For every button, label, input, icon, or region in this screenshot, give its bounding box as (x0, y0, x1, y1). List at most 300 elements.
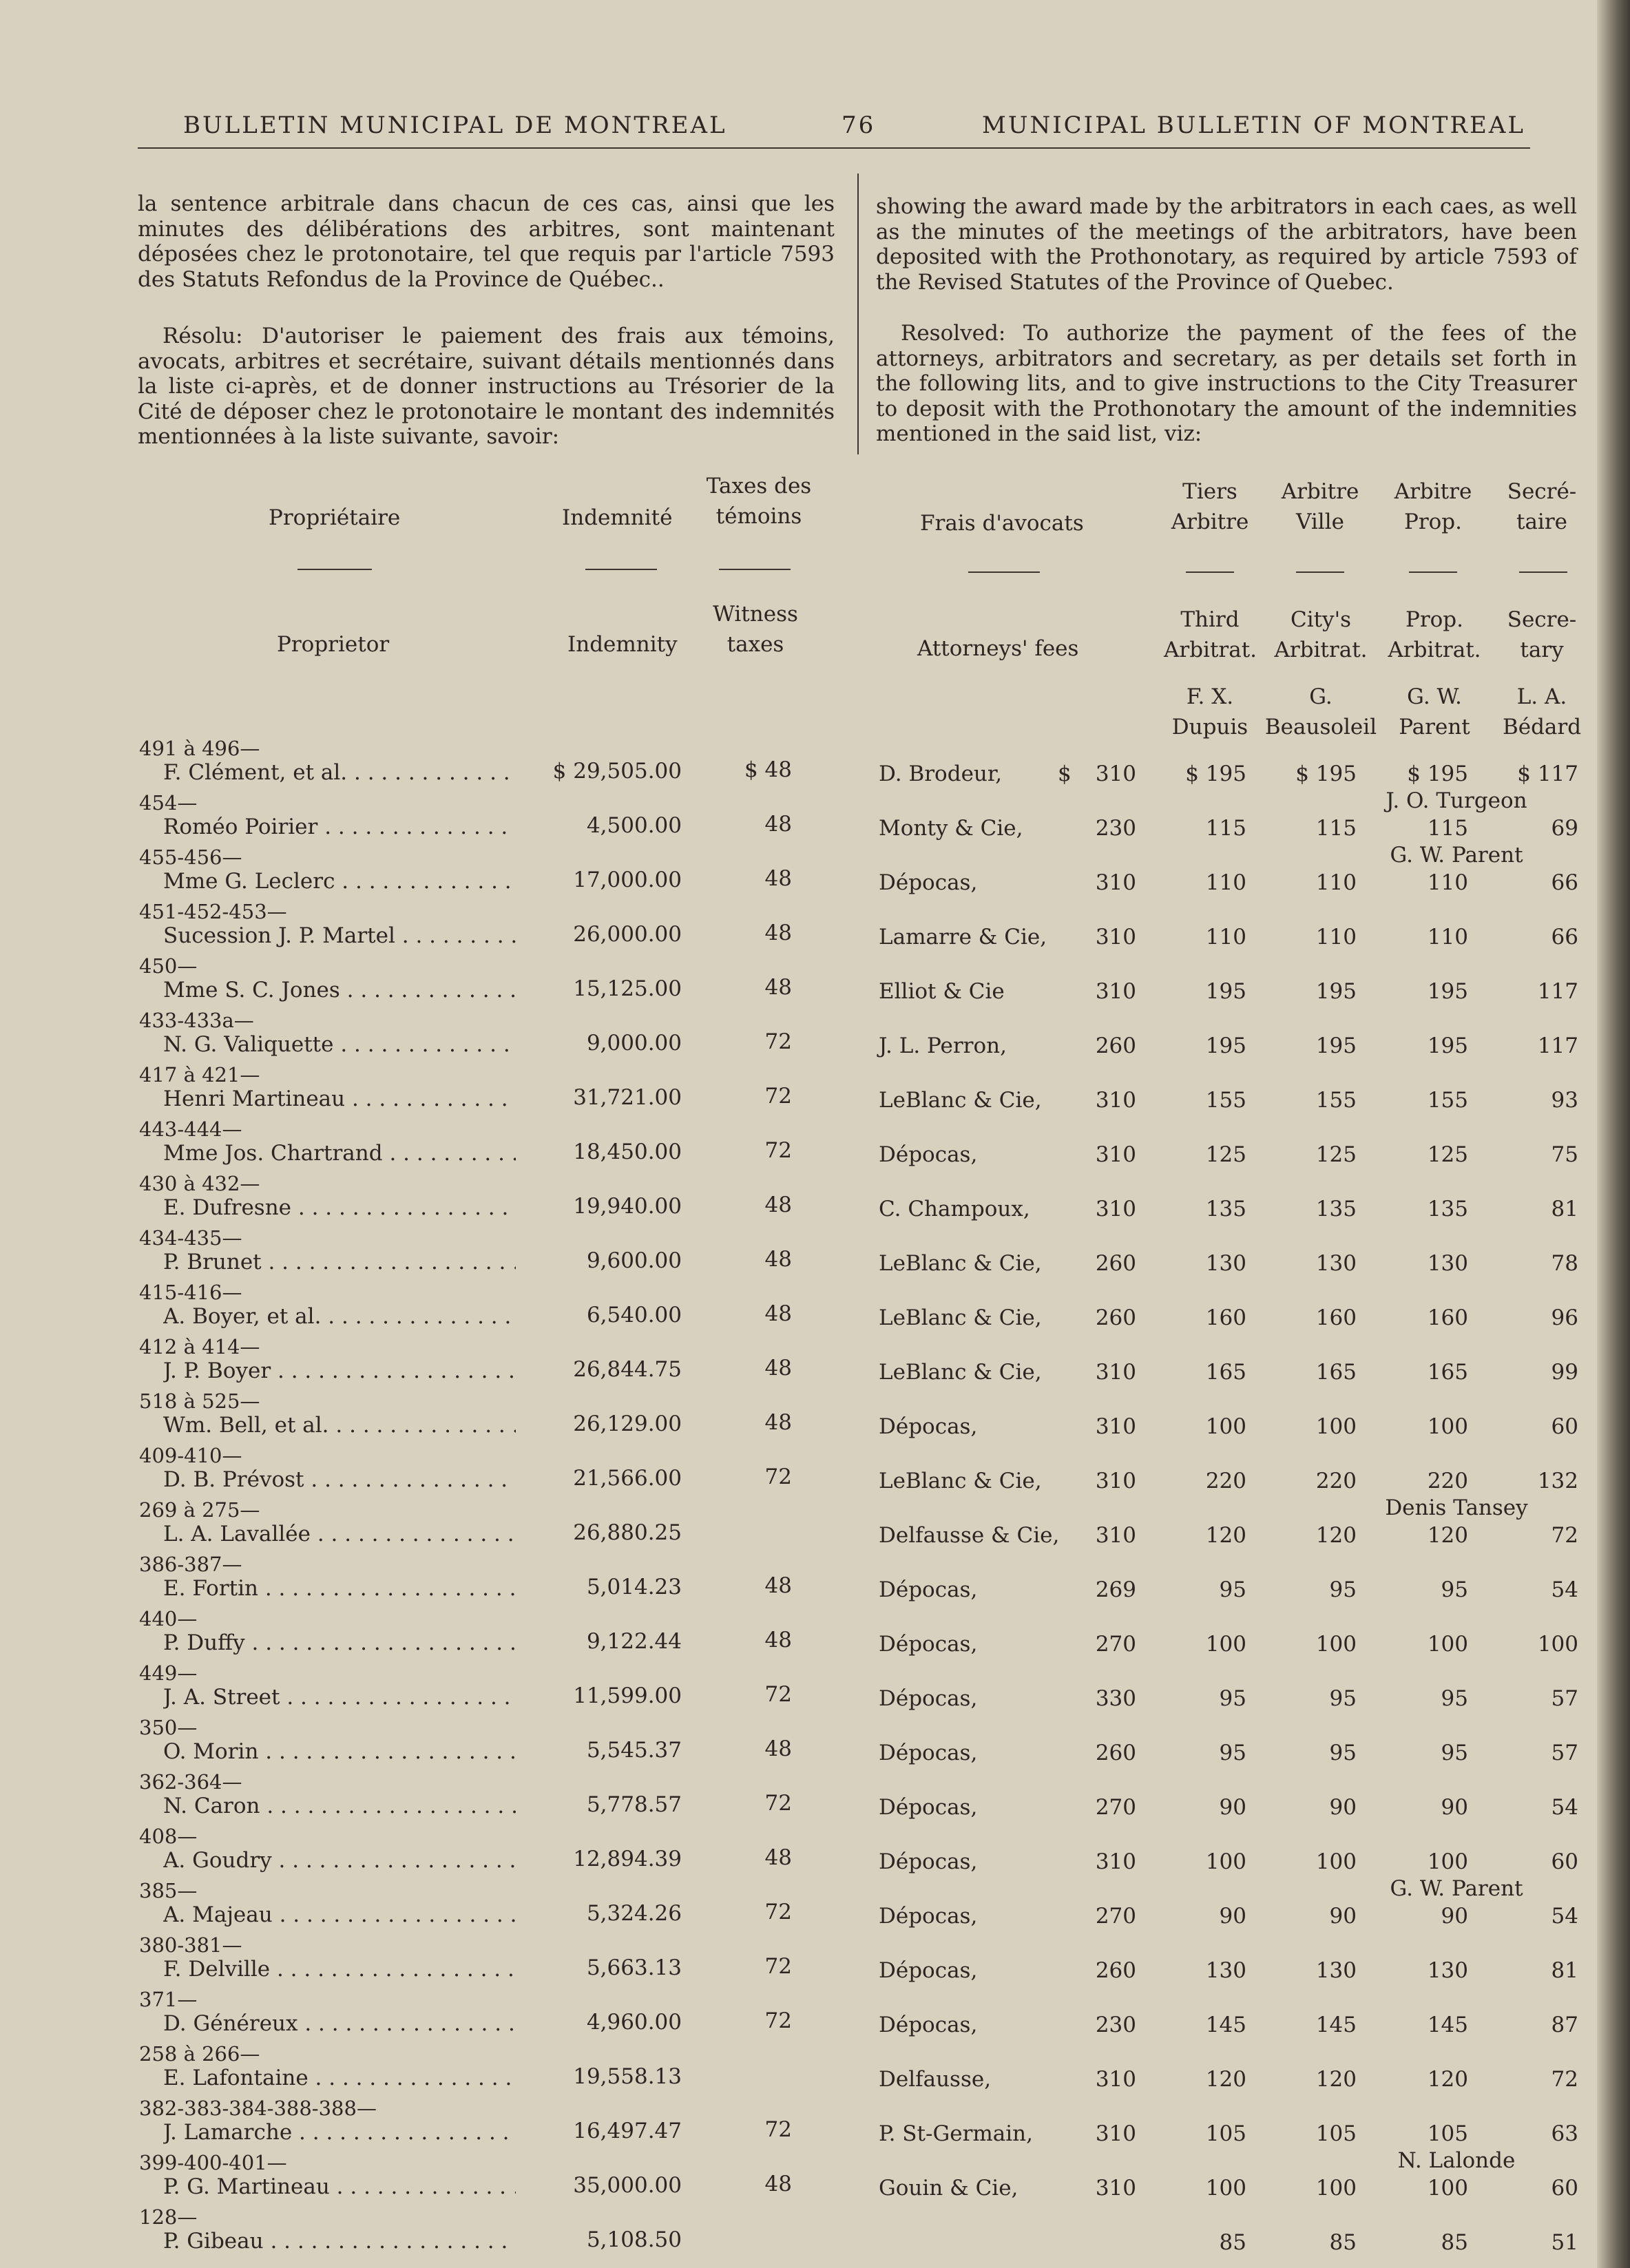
attorney-fee: 310 (1095, 1469, 1136, 1493)
indemnity-amount: 6,540.00 (586, 1303, 682, 1327)
attorney-name: Dépocas, (879, 1632, 978, 1657)
third-arbitrator-fee: 195 (1205, 979, 1246, 1004)
owner-name: P. G. Martineau . . . (163, 2174, 516, 2199)
attorney-name: P. St-Germain, (879, 2121, 1033, 2146)
secretary-fee: 54 (1551, 1904, 1578, 1929)
city-arbitrator-fee: 220 (1315, 1469, 1357, 1493)
third-arbitrator-fee: 125 (1205, 1142, 1246, 1167)
secretary-fee: 87 (1551, 2013, 1578, 2037)
third-arbitrator-fee: 130 (1205, 1251, 1246, 1276)
substitute-arbitrator-name: J. O. Turgeon (1386, 788, 1527, 813)
indemnity-amount: 26,129.00 (573, 1411, 682, 1436)
arbitrator-name-tiers: F. X. Dupuis (1171, 684, 1248, 739)
third-arbitrator-fee: 90 (1219, 1904, 1246, 1929)
indemnity-amount: 26,000.00 (573, 922, 682, 947)
col-header-indemnite: Indemnité (562, 505, 673, 530)
attorney-fee: 310 (1095, 2121, 1136, 2146)
prop-arbitrator-fee: 100 (1427, 2176, 1468, 2201)
city-arbitrator-fee: $ 195 (1295, 762, 1357, 786)
witness-tax: 48 (764, 2172, 792, 2196)
lot-number: 451-452-453— (139, 900, 287, 923)
secretary-fee: 99 (1551, 1360, 1578, 1385)
attorney-name: Dépocas, (879, 1904, 978, 1929)
owner-name: A. Majeau . . . (163, 1902, 516, 1927)
owner-name: P. Duffy . . . (163, 1630, 516, 1655)
indemnity-amount: 4,500.00 (586, 813, 682, 838)
third-arbitrator-fee: 135 (1205, 1197, 1246, 1221)
witness-tax: 48 (764, 1573, 792, 1598)
prop-arbitrator-fee: 195 (1427, 1033, 1468, 1058)
attorney-fee: 310 (1095, 1088, 1136, 1113)
lot-number: 385— (139, 1879, 198, 1902)
indemnity-amount: 5,778.57 (586, 1792, 682, 1817)
col-header-tiers-arbitre: Tiers Arbitre (1171, 479, 1249, 534)
lot-number: 417 à 421— (139, 1063, 260, 1086)
third-arbitrator-fee: 100 (1205, 1849, 1246, 1874)
col-header-attorneys-fees: Attorneys' fees (917, 636, 1079, 661)
third-arbitrator-fee: 130 (1205, 1958, 1246, 1983)
col-header-arbitre-ville: Arbitre Ville (1281, 479, 1359, 534)
attorney-dollar-sign: $ (1058, 762, 1072, 786)
city-arbitrator-fee: 115 (1315, 816, 1357, 841)
attorney-name: Dépocas, (879, 1414, 978, 1439)
separator-dash (719, 569, 791, 570)
city-arbitrator-fee: 145 (1315, 2013, 1357, 2037)
attorney-fee: 270 (1095, 1632, 1136, 1657)
attorney-fee: 260 (1095, 1251, 1136, 1276)
indemnity-amount: 15,125.00 (573, 976, 682, 1001)
third-arbitrator-fee: 160 (1205, 1305, 1246, 1330)
secretary-fee: $ 117 (1517, 762, 1578, 786)
city-arbitrator-fee: 85 (1329, 2230, 1357, 2255)
owner-name: E. Lafontaine . . . (163, 2066, 516, 2090)
attorney-name: LeBlanc & Cie, (879, 1469, 1042, 1493)
attorney-name: Lamarre & Cie, (879, 925, 1047, 949)
lot-number: 399-400-401— (139, 2151, 287, 2174)
witness-tax: 48 (764, 921, 792, 945)
indemnity-amount: 5,108.50 (586, 2227, 682, 2252)
lot-number: 430 à 432— (139, 1172, 260, 1195)
col-header-citys-arbitrat: City's Arbitrat. (1274, 607, 1368, 662)
owner-name: F. Delville . . . (163, 1957, 516, 1982)
attorney-fee: 260 (1095, 1305, 1136, 1330)
witness-tax: 72 (764, 1029, 792, 1054)
city-arbitrator-fee: 105 (1315, 2121, 1357, 2146)
indemnity-amount: 5,324.26 (586, 1901, 682, 1926)
witness-tax: 72 (764, 1464, 792, 1489)
attorney-fee: 310 (1095, 979, 1136, 1004)
prop-arbitrator-fee: 95 (1441, 1741, 1468, 1765)
lot-number: 408— (139, 1825, 198, 1848)
owner-name: Mme S. C. Jones . . . (163, 978, 516, 1002)
owner-name: E. Dufresne . . . (163, 1195, 516, 1220)
indemnity-amount: 19,558.13 (573, 2064, 682, 2089)
lot-number: 128— (139, 2205, 198, 2229)
city-arbitrator-fee: 95 (1329, 1741, 1357, 1765)
prop-arbitrator-fee: 130 (1427, 1251, 1468, 1276)
owner-name: N. G. Valiquette . . . (163, 1032, 516, 1057)
separator-dash (1296, 571, 1344, 573)
page-edge-shadow (1597, 0, 1630, 2268)
witness-tax: 48 (764, 1301, 792, 1326)
secretary-fee: 72 (1551, 1523, 1578, 1548)
prop-arbitrator-fee: 100 (1427, 1849, 1468, 1874)
attorney-name: C. Champoux, (879, 1197, 1030, 1221)
prop-arbitrator-fee: 160 (1427, 1305, 1468, 1330)
attorney-fee: 310 (1095, 1523, 1136, 1548)
owner-name: D. Généreux . . . (163, 2011, 516, 2036)
third-arbitrator-fee: 110 (1205, 925, 1246, 949)
witness-tax: 48 (764, 1628, 792, 1652)
attorney-name: Dépocas, (879, 870, 978, 895)
indemnity-amount: $ 29,505.00 (552, 759, 682, 784)
attorney-name: Dépocas, (879, 1849, 978, 1874)
attorney-name: Dépocas, (879, 1795, 978, 1820)
separator-dash (1186, 571, 1234, 573)
col-header-frais-avocats: Frais d'avocats (920, 511, 1084, 536)
col-header-witness-taxes: Witness taxes (713, 602, 798, 657)
third-arbitrator-fee: 95 (1219, 1686, 1246, 1711)
separator-dash (585, 569, 657, 570)
third-arbitrator-fee: 85 (1219, 2230, 1246, 2255)
secretary-fee: 93 (1551, 1088, 1578, 1113)
secretary-fee: 66 (1551, 870, 1578, 895)
indemnity-amount: 26,880.25 (573, 1520, 682, 1545)
city-arbitrator-fee: 120 (1315, 2067, 1357, 2092)
prop-arbitrator-fee: 145 (1427, 2013, 1468, 2037)
col-header-proprietor: Proprietor (277, 632, 390, 657)
prop-arbitrator-fee: 220 (1427, 1469, 1468, 1493)
arbitrator-name-ville: G. Beausoleil (1264, 684, 1377, 739)
city-arbitrator-fee: 95 (1329, 1577, 1357, 1602)
secretary-fee: 54 (1551, 1795, 1578, 1820)
city-arbitrator-fee: 160 (1315, 1305, 1357, 1330)
indemnity-amount: 5,545.37 (586, 1738, 682, 1763)
lot-number: 415-416— (139, 1281, 242, 1304)
attorney-name: Dépocas, (879, 2013, 978, 2037)
third-arbitrator-fee: 100 (1205, 1414, 1246, 1439)
prop-arbitrator-fee: 100 (1427, 1414, 1468, 1439)
attorney-fee: 330 (1095, 1686, 1136, 1711)
secretary-fee: 100 (1537, 1632, 1578, 1657)
city-arbitrator-fee: 90 (1329, 1795, 1357, 1820)
secretary-fee: 117 (1537, 979, 1578, 1004)
attorney-name: LeBlanc & Cie, (879, 1305, 1042, 1330)
city-arbitrator-fee: 165 (1315, 1360, 1357, 1385)
prop-arbitrator-fee: $ 195 (1407, 762, 1468, 786)
secretary-fee: 132 (1537, 1469, 1578, 1493)
indemnity-amount: 9,000.00 (586, 1031, 682, 1056)
lot-number: 434-435— (139, 1226, 242, 1250)
lot-number: 443-444— (139, 1117, 242, 1141)
prop-arbitrator-fee: 120 (1427, 2067, 1468, 2092)
attorney-fee: 230 (1095, 2013, 1136, 2037)
witness-tax: 48 (764, 1410, 792, 1435)
lot-number: 382-383-384-388-388— (139, 2097, 377, 2120)
city-arbitrator-fee: 95 (1329, 1686, 1357, 1711)
witness-tax: 48 (764, 1736, 792, 1761)
secretary-fee: 60 (1551, 1414, 1578, 1439)
third-arbitrator-fee: 95 (1219, 1577, 1246, 1602)
owner-name: J. Lamarche . . . (163, 2120, 516, 2145)
col-header-secretaire: Secré- taire (1507, 479, 1577, 534)
page-number: 76 (842, 112, 876, 139)
prop-arbitrator-fee: 115 (1427, 816, 1468, 841)
col-header-proprietaire: Propriétaire (269, 505, 401, 530)
third-arbitrator-fee: $ 195 (1185, 762, 1246, 786)
owner-name: F. Clément, et al. . . . (163, 760, 516, 785)
owner-name: Mme G. Leclerc . . . (163, 869, 516, 894)
substitute-arbitrator-name: G. W. Parent (1390, 843, 1523, 868)
indemnity-amount: 31,721.00 (573, 1085, 682, 1110)
attorney-fee: 269 (1095, 1577, 1136, 1602)
city-arbitrator-fee: 100 (1315, 1414, 1357, 1439)
third-arbitrator-fee: 195 (1205, 1033, 1246, 1058)
attorney-fee: 230 (1095, 816, 1136, 841)
prop-arbitrator-fee: 135 (1427, 1197, 1468, 1221)
attorney-name: LeBlanc & Cie, (879, 1088, 1042, 1113)
witness-tax: 48 (764, 975, 792, 1000)
witness-tax: 48 (764, 866, 792, 891)
prop-arbitrator-fee: 95 (1441, 1686, 1468, 1711)
secretary-fee: 81 (1551, 1958, 1578, 1983)
secretary-fee: 81 (1551, 1197, 1578, 1221)
attorney-name: Gouin & Cie, (879, 2176, 1018, 2201)
intro-en-paragraph-2: Resolved: To authorize the payment of the fees of the attorneys, arbitrators and secretary, as per details set forth in the following lits, and to give instructions to the City Treasurer to deposit with the Prothonotary the amount of the indemnities mentioned in the said list, viz: (876, 321, 1577, 446)
indemnity-amount: 9,600.00 (586, 1248, 682, 1273)
city-arbitrator-fee: 130 (1315, 1251, 1357, 1276)
substitute-arbitrator-name: N. Lalonde (1397, 2148, 1516, 2173)
third-arbitrator-fee: 115 (1205, 816, 1246, 841)
attorney-fee: 270 (1095, 1904, 1136, 1929)
secretary-fee: 54 (1551, 1577, 1578, 1602)
col-header-prop-arbitrat: Prop. Arbitrat. (1388, 607, 1481, 662)
header-left-title: BULLETIN MUNICIPAL DE MONTREAL (183, 112, 727, 139)
attorney-name: J. L. Perron, (879, 1033, 1007, 1058)
witness-tax: 72 (764, 1954, 792, 1979)
owner-name: Roméo Poirier . . . (163, 815, 516, 839)
owner-name: P. Brunet . . . (163, 1250, 516, 1274)
witness-tax: 48 (764, 812, 792, 837)
prop-arbitrator-fee: 155 (1427, 1088, 1468, 1113)
attorney-name: LeBlanc & Cie, (879, 1251, 1042, 1276)
attorney-fee: 310 (1095, 1414, 1136, 1439)
lot-number: 491 à 496— (139, 737, 260, 760)
indemnity-amount: 11,599.00 (573, 1683, 682, 1708)
indemnity-amount: 5,014.23 (586, 1575, 682, 1599)
secretary-fee: 96 (1551, 1305, 1578, 1330)
owner-name: Mme Jos. Chartrand . . . (163, 1141, 516, 1166)
third-arbitrator-fee: 120 (1205, 1523, 1246, 1548)
attorney-fee: 310 (1095, 925, 1136, 949)
owner-name: O. Morin . . . (163, 1739, 516, 1764)
column-divider (857, 174, 859, 454)
header-rule (138, 147, 1530, 149)
owner-name: N. Caron . . . (163, 1794, 516, 1818)
owner-name: Sucession J. P. Martel . . . (163, 923, 516, 948)
city-arbitrator-fee: 195 (1315, 1033, 1357, 1058)
substitute-arbitrator-name: Denis Tansey (1385, 1495, 1528, 1520)
header-right-title: MUNICIPAL BULLETIN OF MONTREAL (982, 112, 1526, 139)
lot-number: 412 à 414— (139, 1335, 260, 1358)
attorney-fee: 260 (1095, 1958, 1136, 1983)
city-arbitrator-fee: 135 (1315, 1197, 1357, 1221)
attorney-fee: 310 (1095, 1360, 1136, 1385)
prop-arbitrator-fee: 110 (1427, 925, 1468, 949)
intro-en-paragraph-1: showing the award made by the arbitrators in each caes, as well as the minutes of the meetings of the arbitrators, have been deposited with the Prothonotary, as required by article 7593 of the Revised Statutes of the Province of Quebec. (876, 194, 1577, 295)
intro-fr-paragraph-1: la sentence arbitrale dans chacun de ces cas, ainsi que les minutes des délibérations des arbitres, sont maintenant déposées chez le protonotaire, tel que requis par l'article 7593 des Statuts Refondus de la Province de Québec.. (138, 191, 835, 292)
city-arbitrator-fee: 195 (1315, 979, 1357, 1004)
prop-arbitrator-fee: 130 (1427, 1958, 1468, 1983)
witness-tax: 72 (764, 1900, 792, 1924)
attorney-name: LeBlanc & Cie, (879, 1360, 1042, 1385)
indemnity-amount: 12,894.39 (573, 1847, 682, 1871)
owner-name: Henri Martineau . . . (163, 1086, 516, 1111)
indemnity-amount: 4,960.00 (586, 2010, 682, 2035)
lot-number: 450— (139, 954, 198, 978)
substitute-arbitrator-name: G. W. Parent (1390, 1876, 1523, 1901)
prop-arbitrator-fee: 105 (1427, 2121, 1468, 2146)
prop-arbitrator-fee: 165 (1427, 1360, 1468, 1385)
col-header-third-arbitrat: Third Arbitrat. (1164, 607, 1257, 662)
attorney-name: Dépocas, (879, 1577, 978, 1602)
owner-name: E. Fortin . . . (163, 1576, 516, 1601)
attorney-fee: 310 (1095, 1197, 1136, 1221)
secretary-fee: 117 (1537, 1033, 1578, 1058)
separator-dash (1409, 571, 1457, 573)
owner-name: J. P. Boyer . . . (163, 1358, 516, 1383)
attorney-name: Monty & Cie, (879, 816, 1023, 841)
owner-name: J. A. Street . . . (163, 1685, 516, 1710)
col-header-indemnity: Indemnity (567, 632, 678, 657)
witness-tax: 72 (764, 1084, 792, 1109)
secretary-fee: 66 (1551, 925, 1578, 949)
witness-tax: $ 48 (744, 757, 792, 782)
secretary-name: L. A. Bédard (1502, 684, 1582, 739)
witness-tax: 72 (764, 2117, 792, 2142)
attorney-name: Elliot & Cie (879, 979, 1005, 1004)
owner-name: Wm. Bell, et al. . . . (163, 1413, 516, 1438)
lot-number: 440— (139, 1607, 198, 1630)
prop-arbitrator-fee: 100 (1427, 1632, 1468, 1657)
prop-arbitrator-fee: 110 (1427, 870, 1468, 895)
witness-tax: 72 (764, 2008, 792, 2033)
indemnity-amount: 9,122.44 (586, 1629, 682, 1654)
col-header-secretary: Secre- tary (1507, 607, 1577, 662)
prop-arbitrator-fee: 95 (1441, 1577, 1468, 1602)
lot-number: 269 à 275— (139, 1498, 260, 1522)
col-header-taxes-temoins: Taxes des témoins (706, 474, 812, 529)
witness-tax: 72 (764, 1682, 792, 1707)
third-arbitrator-fee: 100 (1205, 2176, 1246, 2201)
lot-number: 386-387— (139, 1553, 242, 1576)
lot-number: 380-381— (139, 1933, 242, 1957)
lot-number: 454— (139, 791, 198, 815)
witness-tax: 48 (764, 1845, 792, 1870)
witness-tax: 72 (764, 1791, 792, 1816)
attorney-fee: 310 (1095, 762, 1136, 786)
city-arbitrator-fee: 90 (1329, 1904, 1357, 1929)
owner-name: A. Goudry . . . (163, 1848, 516, 1873)
prop-arbitrator-fee: 90 (1441, 1904, 1468, 1929)
city-arbitrator-fee: 110 (1315, 870, 1357, 895)
prop-arbitrator-fee: 90 (1441, 1795, 1468, 1820)
separator-dash (968, 571, 1040, 573)
attorney-fee: 310 (1095, 870, 1136, 895)
third-arbitrator-fee: 110 (1205, 870, 1246, 895)
indemnity-amount: 16,497.47 (573, 2119, 682, 2143)
secretary-fee: 60 (1551, 2176, 1578, 2201)
city-arbitrator-fee: 100 (1315, 2176, 1357, 2201)
indemnity-amount: 35,000.00 (573, 2173, 682, 2198)
attorney-name: Dépocas, (879, 1142, 978, 1167)
prop-arbitrator-fee: 85 (1441, 2230, 1468, 2255)
secretary-fee: 63 (1551, 2121, 1578, 2146)
secretary-fee: 75 (1551, 1142, 1578, 1167)
indemnity-amount: 21,566.00 (573, 1466, 682, 1491)
third-arbitrator-fee: 165 (1205, 1360, 1246, 1385)
city-arbitrator-fee: 130 (1315, 1958, 1357, 1983)
city-arbitrator-fee: 125 (1315, 1142, 1357, 1167)
secretary-fee: 51 (1551, 2230, 1578, 2255)
secretary-fee: 78 (1551, 1251, 1578, 1276)
third-arbitrator-fee: 145 (1205, 2013, 1246, 2037)
separator-dash (297, 569, 372, 570)
attorney-fee: 310 (1095, 1849, 1136, 1874)
lot-number: 449— (139, 1661, 198, 1685)
attorney-name: Delfausse & Cie, (879, 1523, 1060, 1548)
third-arbitrator-fee: 95 (1219, 1741, 1246, 1765)
third-arbitrator-fee: 155 (1205, 1088, 1246, 1113)
third-arbitrator-fee: 90 (1219, 1795, 1246, 1820)
separator-dash (1519, 571, 1567, 573)
third-arbitrator-fee: 105 (1205, 2121, 1246, 2146)
secretary-fee: 72 (1551, 2067, 1578, 2092)
indemnity-amount: 17,000.00 (573, 868, 682, 892)
lot-number: 433-433a— (139, 1009, 254, 1032)
city-arbitrator-fee: 120 (1315, 1523, 1357, 1548)
city-arbitrator-fee: 110 (1315, 925, 1357, 949)
intro-fr-paragraph-2: Résolu: D'autoriser le paiement des frais aux témoins, avocats, arbitres et secrétaire, suivant détails mentionnés dans la liste ci-après, et de donner instructions au Trésorier de la Cité de déposer chez le protonotaire le montant des indemnités mentionnées à la liste suivante, savoir: (138, 324, 835, 449)
prop-arbitrator-fee: 195 (1427, 979, 1468, 1004)
lot-number: 362-364— (139, 1770, 242, 1794)
secretary-fee: 57 (1551, 1741, 1578, 1765)
attorney-fee: 310 (1095, 1142, 1136, 1167)
secretary-fee: 60 (1551, 1849, 1578, 1874)
attorney-name: Delfausse, (879, 2067, 992, 2092)
attorney-fee: 260 (1095, 1741, 1136, 1765)
arbitrator-name-prop: G. W. Parent (1399, 684, 1470, 739)
witness-tax: 48 (764, 1247, 792, 1272)
attorney-fee: 270 (1095, 1795, 1136, 1820)
indemnity-amount: 18,450.00 (573, 1140, 682, 1164)
city-arbitrator-fee: 100 (1315, 1632, 1357, 1657)
prop-arbitrator-fee: 125 (1427, 1142, 1468, 1167)
lot-number: 518 à 525— (139, 1389, 260, 1413)
owner-name: L. A. Lavallée . . . (163, 1522, 516, 1546)
attorney-name: Dépocas, (879, 1686, 978, 1711)
owner-name: P. Gibeau . . . (163, 2229, 516, 2254)
lot-number: 371— (139, 1988, 198, 2011)
lot-number: 258 à 266— (139, 2042, 260, 2066)
attorney-fee: 260 (1095, 1033, 1136, 1058)
indemnity-amount: 5,663.13 (586, 1955, 682, 1980)
city-arbitrator-fee: 100 (1315, 1849, 1357, 1874)
attorney-fee: 310 (1095, 2067, 1136, 2092)
lot-number: 350— (139, 1716, 198, 1739)
third-arbitrator-fee: 120 (1205, 2067, 1246, 2092)
witness-tax: 48 (764, 1193, 792, 1217)
